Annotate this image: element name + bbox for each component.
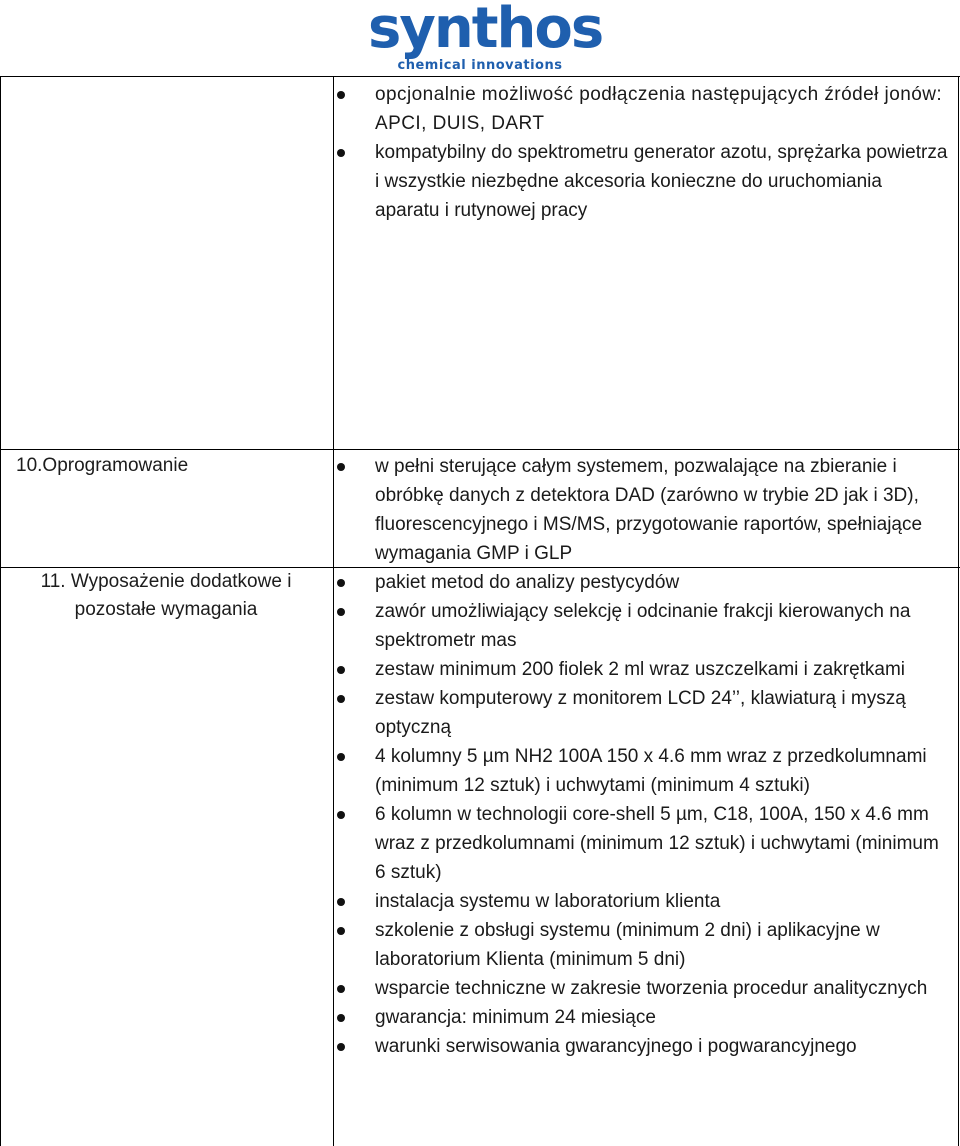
list-item: instalacja systemu w laboratorium klienta — [334, 887, 950, 916]
list-item: kompatybilny do spektrometru generator azotu, sprężarka powietrza i wszystkie niezbędne akcesoria konieczne do uruchomiania aparatu i rutynowej pracy — [334, 138, 950, 225]
list-item: 4 kolumny 5 µm NH2 100A 150 x 4.6 mm wraz z przedkolumnami (minimum 12 sztuk) i uchwytami (minimum 4 sztuki) — [334, 742, 950, 800]
table-top-border — [0, 76, 960, 77]
list-item: pakiet metod do analizy pestycydów — [334, 568, 950, 597]
bullet-icon — [337, 1014, 345, 1022]
bullet-icon — [337, 91, 345, 99]
list-item: zestaw minimum 200 fiolek 2 ml wraz uszczelkami i zakrętkami — [334, 655, 950, 684]
list-item: szkolenie z obsługi systemu (minimum 2 dni) i aplikacyjne w laboratorium Klienta (minimum 5 dni) — [334, 916, 950, 974]
bullet-icon — [337, 608, 345, 616]
list-item: opcjonalnie możliwość podłączenia następujących źródeł jonów: APCI, DUIS, DART — [334, 80, 950, 138]
bullet-icon — [337, 149, 345, 157]
row-11-label-line1: 11. Wyposażenie dodatkowe i — [40, 571, 292, 592]
synthos-logo — [368, 0, 603, 74]
row-11-label-line2: pozostałe wymagania — [74, 599, 258, 620]
row-10-items — [334, 452, 950, 568]
bullet-icon — [337, 695, 345, 703]
list-item: gwarancja: minimum 24 miesiące — [334, 1003, 950, 1032]
bullet-icon — [337, 898, 345, 906]
row-11-items — [334, 568, 950, 1061]
list-item: zestaw komputerowy z monitorem LCD 24’’, klawiaturą i myszą optyczną — [334, 684, 950, 742]
list-item: w pełni sterujące całym systemem, pozwalające na zbieranie i obróbkę danych z detektora DAD (zarówno w trybie 2D jak i 3D), fluorescencyjnego i MS/MS, przygotowanie raportów, spełniające wymagania GMP i GLP — [334, 452, 950, 568]
bullet-icon — [337, 927, 345, 935]
table-left-border — [0, 76, 1, 1146]
bullet-icon — [337, 811, 345, 819]
bullet-icon — [337, 463, 345, 471]
bullet-icon — [337, 666, 345, 674]
bullet-icon — [337, 985, 345, 993]
table-right-border — [958, 76, 959, 1146]
list-item: zawór umożliwiający selekcję i odcinanie frakcji kierowanych na spektrometr mas — [334, 597, 950, 655]
logo-wordmark: synthos — [368, 0, 603, 61]
logo-tagline: chemical innovations — [397, 58, 563, 73]
bullet-icon — [337, 1043, 345, 1051]
row-11-label — [16, 568, 316, 624]
bullet-icon — [337, 753, 345, 761]
list-item: wsparcie techniczne w zakresie tworzenia procedur analitycznych — [334, 974, 950, 1003]
table-row-divider-1 — [0, 449, 960, 450]
list-item: 6 kolumn w technologii core-shell 5 µm, C18, 100A, 150 x 4.6 mm wraz z przedkolumnami (minimum 12 sztuk) i uchwytami (minimum 6 sztuk) — [334, 800, 950, 887]
row-10-label: 10.Oprogramowanie — [16, 455, 189, 476]
bullet-icon — [337, 579, 345, 587]
list-item: warunki serwisowania gwarancyjnego i pogwarancyjnego — [334, 1032, 950, 1061]
row-1-items — [334, 80, 950, 225]
